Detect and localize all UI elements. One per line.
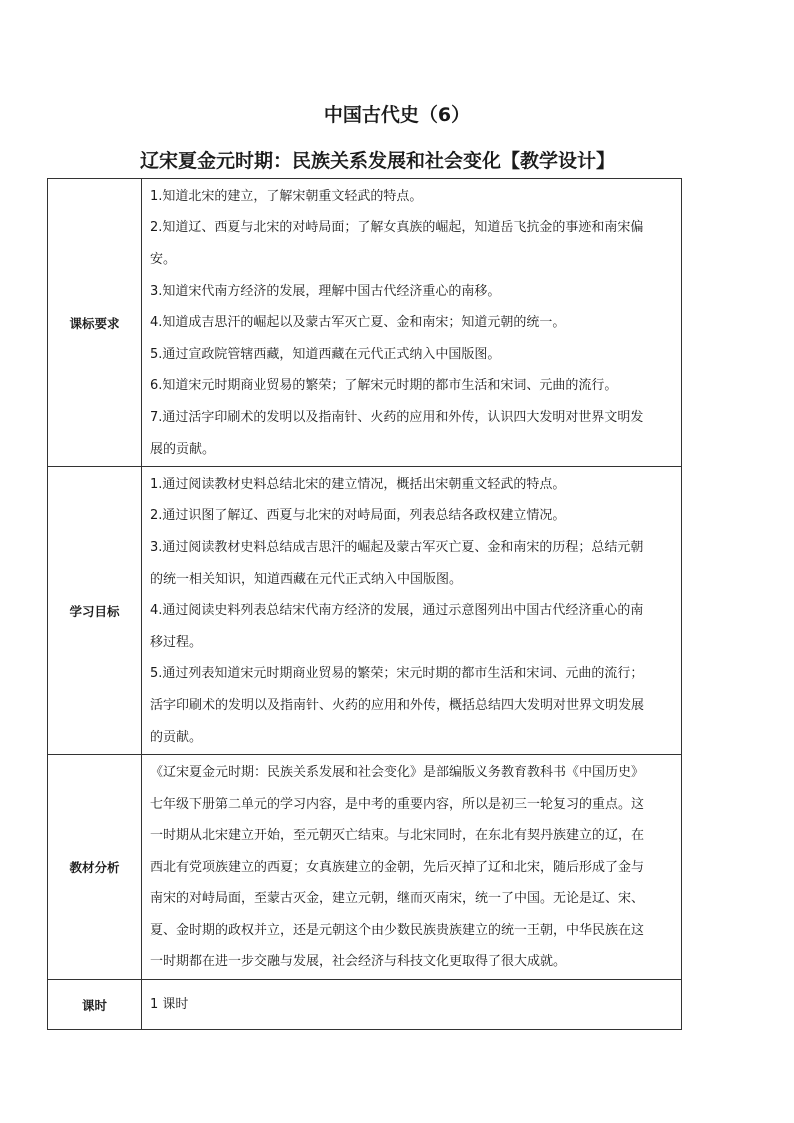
- text-line: 1.知道北宋的建立，了解宋朝重文轻武的特点。: [150, 188, 423, 204]
- lesson-plan-table: [47, 178, 682, 1030]
- row-label: 教材分析: [48, 755, 142, 980]
- row-content: [142, 980, 682, 1030]
- text-line: 西北有党项族建立的西夏；女真族建立的金朝，先后灭掉了辽和北宋，随后形成了金与: [150, 859, 645, 875]
- text-line: 1 课时: [150, 997, 189, 1013]
- text-line: 展的贡献。: [150, 441, 216, 457]
- row-content: [142, 755, 682, 980]
- text-line: 的贡献。: [150, 729, 203, 745]
- text-line: 一时期都在进一步交融与发展，社会经济与科技文化更取得了很大成就。: [150, 954, 567, 970]
- table-row-standards: [48, 179, 682, 467]
- text-line: 活字印刷术的发明以及指南针、火药的应用和外传，概括总结四大发明对世界文明发展: [150, 697, 645, 713]
- text-line: 4.知道成吉思汗的崛起以及蒙古军灭亡夏、金和南宋；知道元朝的统一。: [150, 315, 566, 331]
- text-line: 6.知道宋元时期商业贸易的繁荣；了解宋元时期的都市生活和宋词、元曲的流行。: [150, 378, 618, 394]
- text-line: 夏、金时期的政权并立，还是元朝这个由少数民族贵族建立的统一王朝，中华民族在这: [150, 922, 645, 938]
- text-line: 移过程。: [150, 634, 203, 650]
- page-title: 中国古代史（6）: [323, 104, 471, 126]
- text-line: 3.通过阅读教材史料总结成吉思汗的崛起及蒙古军灭亡夏、金和南宋的历程；总结元朝: [150, 540, 644, 556]
- table-row-analysis: [48, 755, 682, 980]
- text-line: 南宋的对峙局面，至蒙古灭金，建立元朝，继而灭南宋，统一了中国。无论是辽、宋、: [150, 891, 645, 907]
- text-line: 5.通过列表知道宋元时期商业贸易的繁荣；宋元时期的都市生活和宋词、元曲的流行；: [150, 666, 644, 682]
- text-line: 2.知道辽、西夏与北宋的对峙局面；了解女真族的崛起，知道岳飞抗金的事迹和南宋偏: [150, 220, 644, 236]
- text-line: 2.通过识图了解辽、西夏与北宋的对峙局面，列表总结各政权建立情况。: [150, 508, 566, 524]
- text-line: 4.通过阅读史料列表总结宋代南方经济的发展，通过示意图列出中国古代经济重心的南: [150, 603, 644, 619]
- text-line: 一时期从北宋建立开始，至元朝灭亡结束。与北宋同时，在东北有契丹族建立的辽，在: [150, 828, 645, 844]
- text-line: 《辽宋夏金元时期：民族关系发展和社会变化》是部编版义务教育教科书《中国历史》: [150, 764, 645, 780]
- row-label: 课标要求: [48, 179, 142, 467]
- table-row-periods: [48, 980, 682, 1030]
- table-row-objectives: [48, 467, 682, 755]
- row-content: [142, 179, 682, 467]
- text-line: 7.通过活字印刷术的发明以及指南针、火药的应用和外传，认识四大发明对世界文明发: [150, 409, 644, 425]
- text-line: 安。: [150, 252, 177, 268]
- text-line: 1.通过阅读教材史料总结北宋的建立情况，概括出宋朝重文轻武的特点。: [150, 476, 566, 492]
- row-content: [142, 467, 682, 755]
- row-label: 学习目标: [48, 467, 142, 755]
- text-line: 七年级下册第二单元的学习内容，是中考的重要内容，所以是初三一轮复习的重点。这: [150, 796, 645, 812]
- text-line: 5.通过宣政院管辖西藏，知道西藏在元代正式纳入中国版图。: [150, 346, 501, 362]
- text-line: 3.知道宋代南方经济的发展，理解中国古代经济重心的南移。: [150, 283, 501, 299]
- row-label: 课时: [48, 980, 142, 1030]
- page-subtitle: 辽宋夏金元时期：民族关系发展和社会变化【教学设计】: [140, 150, 616, 172]
- text-line: 的统一相关知识，知道西藏在元代正式纳入中国版图。: [150, 571, 463, 587]
